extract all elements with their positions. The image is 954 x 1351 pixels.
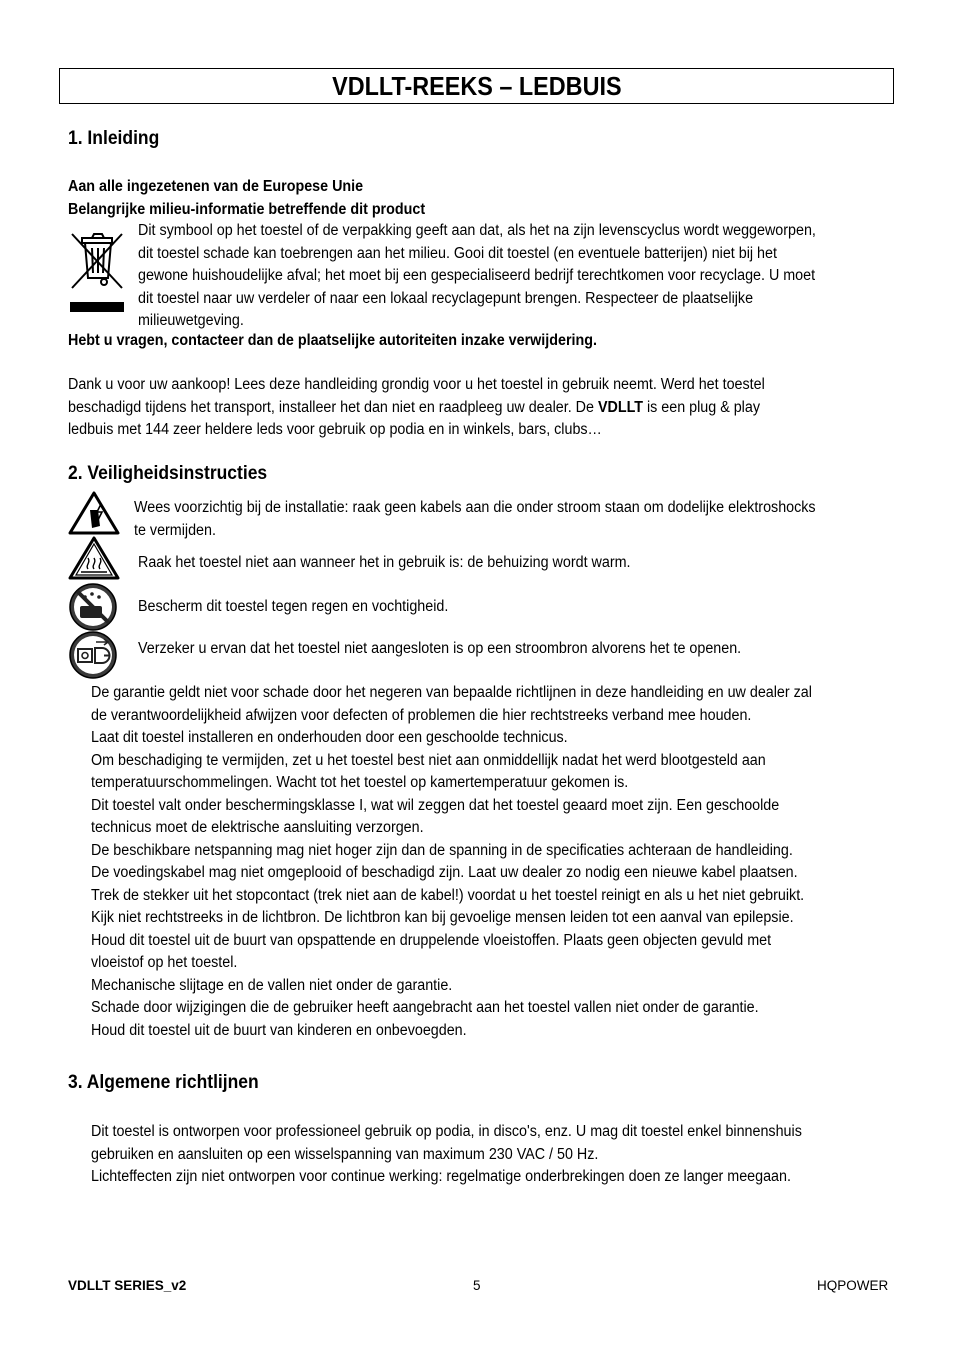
thanks-line-1: Dank u voor uw aankoop! Lees deze handleiding grondig voor u het toestel in gebruik neemt. Werd het toestel [68,376,765,393]
footer-brand: HQPOWER [817,1278,889,1293]
section-1-heading: 1. Inleiding [68,128,160,149]
thanks-text: is een plug & play [643,398,760,416]
safety-line: de verantwoordelijkheid afwijzen voor defecten of problemen die hier rechtstreeks verband mee houden. [91,706,752,724]
no-rain-icon [68,582,118,632]
footer-doc-id: VDLLT SERIES_v2 [68,1278,187,1293]
safety-line: De beschikbare netspanning mag niet hoger zijn dan de spanning in de specificaties achteraan de handleiding. [91,841,793,859]
safety-line: vloeistof op het toestel. [91,954,238,971]
env-line-2: Belangrijke milieu-informatie betreffende dit product [68,200,426,218]
thanks-text: beschadigd tijdens het transport, installeer het dan niet en raadpleeg uw dealer. De [68,398,598,416]
footer-page-number: 5 [473,1278,481,1293]
safety-line: Kijk niet rechtstreeks in de lichtbron. De lichtbron kan bij gevoelige mensen leiden tot een aanval van epilepsie. [91,909,794,926]
section-2-heading: 2. Veiligheidsinstructies [68,463,268,484]
guideline-line: Lichteffecten zijn niet ontworpen voor continue werking: regelmatige onderbrekingen doen ze langer meegaan. [91,1168,791,1185]
safety-line: Houd dit toestel uit de buurt van opspattende en druppelende vloeistoffen. Plaats geen objecten gevuld met [91,931,772,949]
document-title [59,68,894,104]
safety-line: Laat dit toestel installeren en onderhouden door een geschoolde technicus. [91,729,568,746]
warning-1-line: te vermijden. [134,521,216,539]
env-line-1: Aan alle ingezetenen van de Europese Unie [68,178,364,195]
questions-note: Hebt u vragen, contacteer dan de plaatselijke autoriteiten inzake verwijdering. [68,332,597,349]
guideline-line: gebruiken en aansluiten op een wisselspanning van maximum 230 VAC / 50 Hz. [91,1145,599,1163]
weee-text [138,220,816,333]
general-guidelines [91,1121,802,1189]
product-name: VDLLT [597,398,644,416]
safety-line: De voedingskabel mag niet omgeplooid of beschadigd zijn. Laat uw dealer zo nodig een nieuwe kabel plaatsen. [91,864,798,881]
electric-shock-warning-icon [67,490,121,536]
safety-line: Trek de stekker uit het stopcontact (trek niet aan de kabel!) voordat u het toestel reinigt en als u het niet gebruikt. [91,886,805,904]
safety-line: Mechanische slijtage en de vallen niet onder de garantie. [91,976,453,994]
weee-line: Dit symbool op het toestel of de verpakking geeft aan dat, als het na zijn levenscyclus wordt weggeworpen, [138,222,816,239]
weee-bin-icon [66,228,126,316]
safety-line: De garantie geldt niet voor schade door het negeren van bepaalde richtlijnen in deze handleiding en uw dealer zal [91,684,812,701]
safety-line: Houd dit toestel uit de buurt van kinderen en onbevoegden. [91,1021,467,1039]
thanks-paragraph [68,374,765,442]
guideline-line: Dit toestel is ontworpen voor professioneel gebruik op podia, in disco's, enz. U mag dit toestel enkel binnenshuis [91,1123,802,1140]
env-intro [68,176,425,221]
safety-line: technicus moet de elektrische aansluiting verzorgen. [91,819,424,836]
hot-surface-warning-icon [67,535,121,581]
weee-line: gewone huishoudelijke afval; het moet bij een gespecialiseerd bedrijf terechtkomen voor recyclage. U moet [138,267,816,284]
warning-3-text: Bescherm dit toestel tegen regen en vochtigheid. [138,598,449,615]
thanks-line-2 [68,397,765,420]
warning-1-line: Wees voorzichtig bij de installatie: raak geen kabels aan die onder stroom staan om dodelijke elektroshocks [134,499,816,516]
unplug-icon [68,630,118,680]
warning-4-text: Verzeker u ervan dat het toestel niet aangesloten is op een stroombron alvorens het te openen. [138,640,742,657]
warning-1-text [134,497,816,542]
safety-line: temperatuurschommelingen. Wacht tot het toestel op kamertemperatuur gekomen is. [91,774,629,791]
weee-line: milieuwetgeving. [138,312,244,329]
safety-line: Schade door wijzigingen die de gebruiker heeft aangebracht aan het toestel vallen niet onder de garantie. [91,999,759,1016]
safety-line: Om beschadiging te vermijden, zet u het toestel best niet aan onmiddellijk nadat het werd blootgesteld aan [91,751,766,769]
thanks-line-3: ledbuis met 144 zeer heldere leds voor gebruik op podia en in winkels, bars, clubs… [68,421,602,438]
warning-2-text: Raak het toestel niet aan wanneer het in gebruik is: de behuizing wordt warm. [138,554,631,571]
safety-line: Dit toestel valt onder beschermingsklasse I, wat wil zeggen dat het toestel geaard moet zijn. Een geschoolde [91,796,780,814]
safety-paragraphs [91,682,812,1042]
title-text: VDLLT-REEKS – LEDBUIS [331,70,622,101]
weee-line: dit toestel naar uw verdeler of naar een lokaal recyclagepunt brengen. Respecteer de plaatselijke [138,289,754,307]
section-3-heading: 3. Algemene richtlijnen [68,1072,259,1093]
weee-line: dit toestel schade kan toebrengen aan het milieu. Gooi dit toestel (en eventuele batterijen) niet bij het [138,244,777,262]
